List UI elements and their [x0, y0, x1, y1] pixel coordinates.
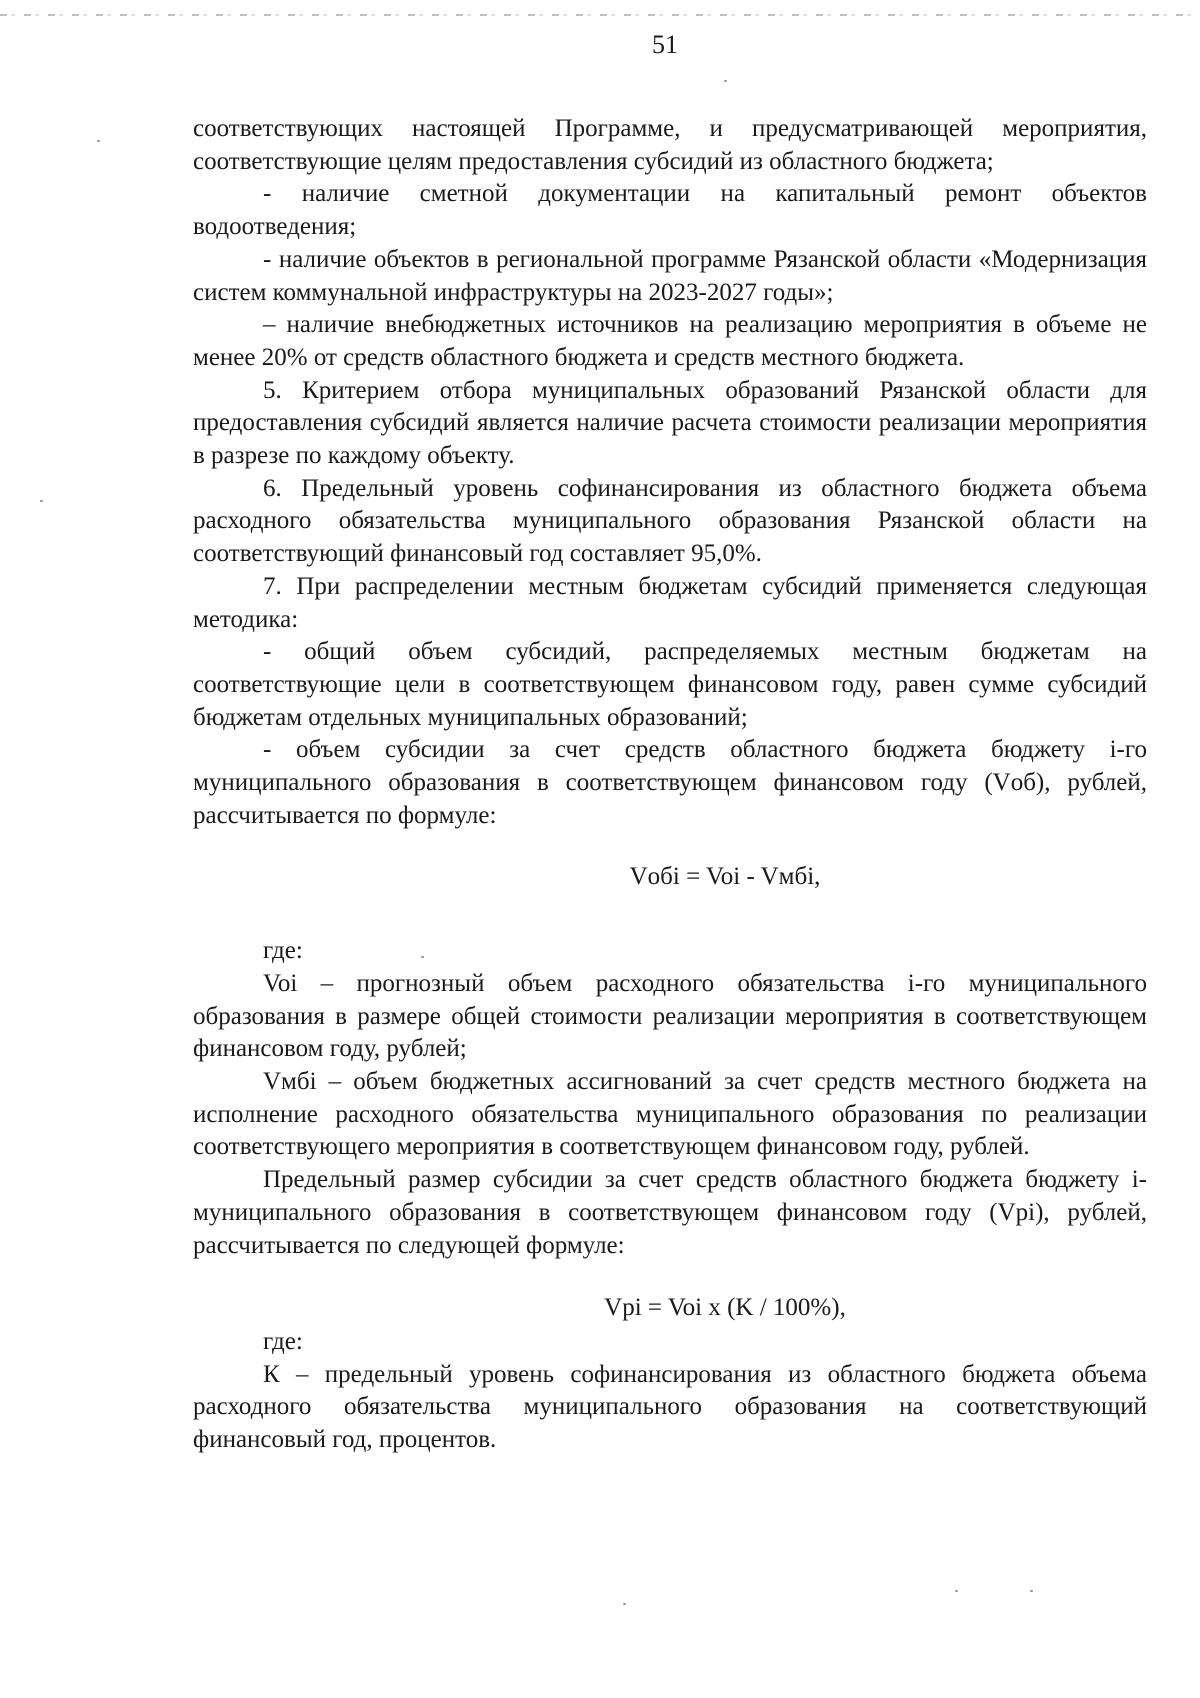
scan-speck [724, 80, 727, 82]
list-item: - общий объем субсидий, распределяемых местным бюджетам на соответствующие цели в соответствующем финансовом году, равен сумме субсидий бюджетам отдельных муниципальных образований; [193, 638, 1147, 731]
list-item: - наличие объектов в региональной программе Рязанской области «Модернизация систем коммунальной инфраструктуры на 2023-2027 годы»; [193, 245, 1147, 306]
list-item: - объем субсидии за счет средств областного бюджета бюджету i-го муниципального образования в соответствующем финансовом году (Vоб), рублей, рассчитывается по формуле: [193, 736, 1147, 829]
paragraph: 7. При распределении местным бюджетам субсидий применяется следующая методика: [193, 572, 1147, 633]
scan-speck [1030, 1590, 1033, 1592]
formula: Vpi = Voi x (K / 100%), [604, 1294, 846, 1322]
paragraph: соответствующих настоящей Программе, и предусматривающей мероприятия, соответствующие целям предоставления субсидий из областного бюджета; [193, 115, 1147, 175]
where-label: где: [263, 1327, 303, 1355]
formula: Vобi = Voi - Vмбi, [629, 863, 821, 891]
definition: Vмбi – объем бюджетных ассигнований за счет средств местного бюджета на исполнение расходного обязательства муниципального образования по реализации соответствующего мероприятия в соответствующем финансовом году, рублей. [193, 1067, 1147, 1161]
definition: Voi – прогнозный объем расходного обязательства i-го муниципального образования в размере общей стоимости реализации мероприятия в соответствующем финансовом году, рублей; [193, 969, 1147, 1063]
scan-speck [421, 956, 424, 958]
paragraph: 5. Критерием отбора муниципальных образований Рязанской области для предоставления субсидий является наличие расчета стоимости реализации мероприятия в разрезе по каждому объекту. [193, 376, 1147, 470]
paragraph: Предельный размер субсидии за счет средств областного бюджета бюджету i-муниципального образования в соответствующем финансовом году (Vpi), рублей, рассчитывается по следующей формуле: [193, 1166, 1147, 1259]
where-label: где: [263, 937, 303, 965]
paragraph: 6. Предельный уровень софинансирования из областного бюджета объема расходного обязательства муниципального образования Рязанской области на соответствующий финансовый год составляет 95,0%. [193, 474, 1147, 568]
list-item: – наличие внебюджетных источников на реализацию мероприятия в объеме не менее 20% от средств областного бюджета и средств местного бюджета. [193, 311, 1147, 371]
scan-speck [955, 1590, 958, 1592]
list-item: - наличие сметной документации на капитальный ремонт объектов водоотведения; [193, 180, 1147, 241]
page-number: 51 [652, 30, 678, 59]
document-body [193, 113, 1147, 1457]
scan-speck [623, 1603, 626, 1605]
scan-edge-artifact [0, 14, 1200, 16]
scan-speck [97, 140, 100, 142]
definition: К – предельный уровень софинансирования из областного бюджета объема расходного обязательства муниципального образования на соответствующий финансовый год, процентов. [193, 1360, 1147, 1454]
scan-speck [40, 500, 43, 502]
